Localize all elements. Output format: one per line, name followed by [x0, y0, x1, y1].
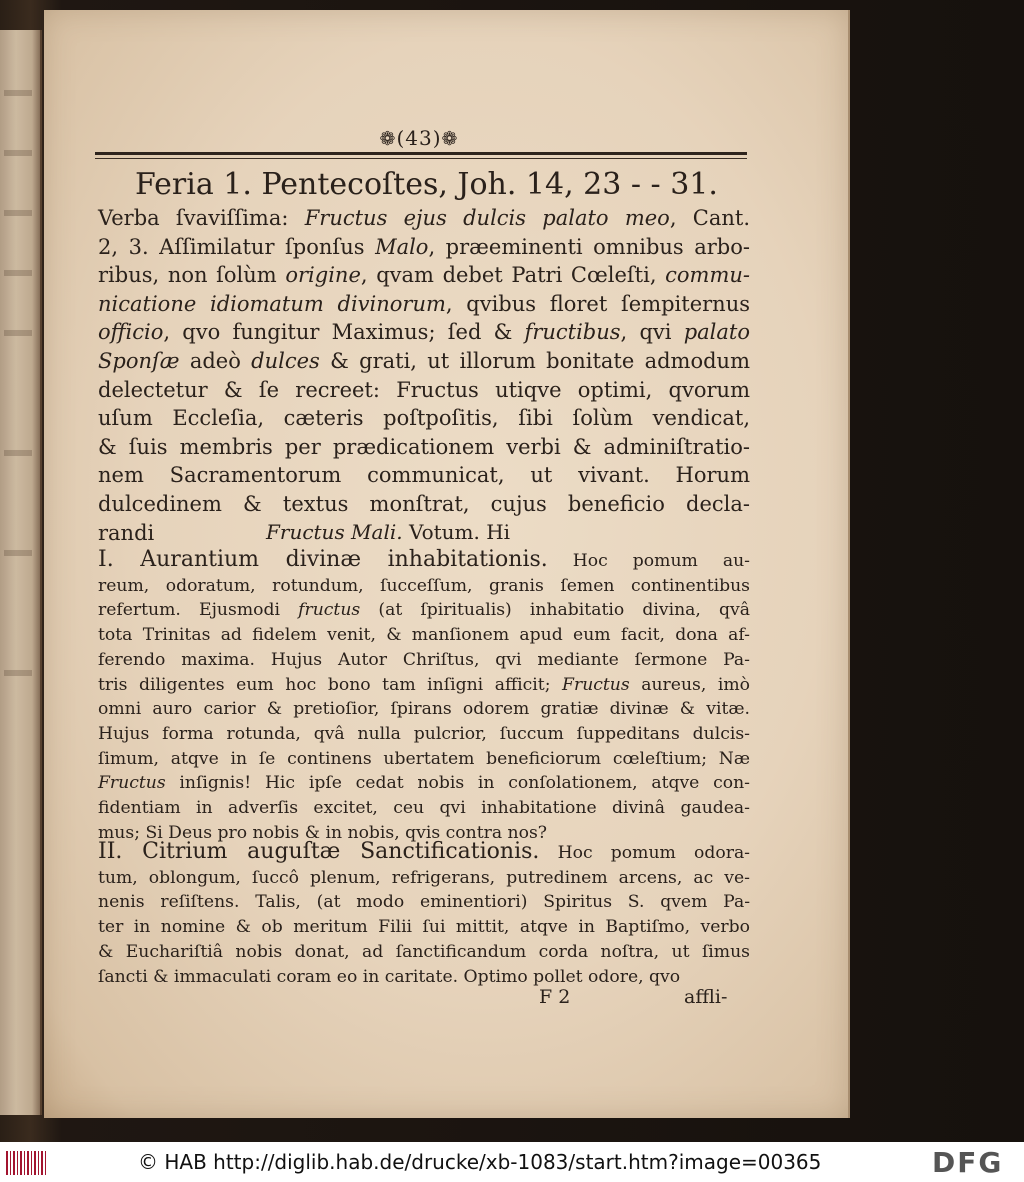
text-segment: 2, 3. Aſſimilatur ſponſus: [98, 234, 376, 259]
signature-mark: F 2: [539, 986, 571, 1008]
text-segment: ter in nomine & ob meritum Filii ſui mittit, atqve in Baptiſmo, verbo: [98, 917, 750, 938]
text-line: [98, 574, 750, 599]
text-line: [98, 290, 750, 319]
text-segment: Hoc pomum odora-: [539, 843, 750, 863]
text-segment: omni auro carior & pretioſior, ſpirans odorem gratiæ divinæ & vitæ.: [98, 699, 750, 720]
text-segment: refertum. Ejusmodi: [98, 600, 299, 621]
text-segment: fidentiam in adverſis excitet, ceu qvi inhabitatione divinâ gaudea-: [98, 798, 750, 819]
subheading-italic: Fructus Mali.: [266, 520, 403, 544]
text-segment: & ſuis membris per prædicationem verbi & adminiſtratio-: [98, 434, 750, 459]
text-line: [98, 796, 750, 821]
page-number: [344, 126, 494, 150]
text-segment: inſignis! Hic ipſe cedat nobis in conſolationem, atqve con-: [165, 773, 750, 794]
text-segment: ſimum, atqve in ſe continens ubertatem beneficiorum cœleſtium; Næ: [98, 748, 750, 769]
text-line: [98, 648, 750, 673]
barcode-icon: [6, 1151, 48, 1175]
text-segment: , qvibus floret ſempiternus: [445, 291, 750, 316]
text-segment: , qvi: [620, 320, 684, 345]
text-segment: uſum Eccleſia, cæteris poſtpoſitis, ſibi ſolùm vendicat,: [98, 406, 750, 431]
ornament-right-icon: ❁: [441, 128, 459, 150]
text-line: [98, 204, 750, 233]
text-segment: reum, odoratum, rotundum, ſucceſſum, granis ſemen continentibus: [98, 575, 750, 596]
text-line: [98, 433, 750, 462]
text-line: [98, 747, 750, 772]
text-segment: , Cant.: [669, 206, 750, 230]
text-line: [98, 965, 750, 990]
section-1-paragraph: [98, 548, 750, 845]
text-segment: commu-: [665, 263, 750, 288]
text-segment: ribus, non ſolùm: [98, 263, 286, 288]
text-segment: nem Sacramentorum communicat, ut vivant. Horum: [98, 463, 750, 488]
text-segment: mus; Si Deus pro nobis & in nobis, qvis contra nos?: [98, 822, 547, 843]
page-heading: Feria 1. Pentecoſtes, Joh. 14, 23 - - 31.: [135, 167, 718, 202]
text-segment: Hujus forma rotunda, qvâ nulla pulcrior, ſuccum ſuppeditans dulcis-: [98, 723, 750, 744]
header-rule: [95, 152, 747, 155]
text-segment: palato: [683, 320, 750, 345]
text-segment: Malo: [375, 234, 429, 259]
text-line: [98, 598, 750, 623]
text-segment: & Euchariſtiâ nobis donat, ad ſanctificandum corda noſtra, ut ſimus: [98, 941, 750, 962]
page-number-text: (43): [396, 126, 442, 150]
copyright-link[interactable]: © HAB http://diglib.hab.de/drucke/xb-1083/start.htm?image=00365: [138, 1150, 822, 1174]
text-line: [98, 915, 750, 940]
text-segment: randi: [98, 520, 155, 545]
text-segment: (at ſpiritualis) inhabitatio divina, qvâ: [360, 600, 750, 621]
text-line: [98, 623, 750, 648]
text-segment: , qvo fungitur Maximus; ſed &: [163, 320, 525, 345]
text-segment: fructus: [298, 600, 361, 621]
subheading: [266, 518, 566, 546]
text-line: [98, 722, 750, 747]
text-line: [98, 548, 750, 574]
text-line: [98, 490, 750, 519]
text-line: [98, 347, 750, 376]
text-segment: nenis reſiſtens. Talis, (at modo eminentiori) Spiritus S. qvem Pa-: [98, 892, 750, 913]
subheading-rest: Votum. Hi: [402, 520, 511, 544]
text-segment: tota Trinitas ad fidelem venit, & manſionem apud eum facit, dona af-: [98, 625, 750, 646]
text-segment: officio: [98, 320, 164, 345]
intro-paragraph: [98, 204, 750, 547]
text-segment: origine: [285, 263, 361, 288]
footer-bar: [0, 1142, 1024, 1182]
text-segment: , præeminenti omnibus arbo-: [428, 234, 750, 259]
text-line: [98, 233, 750, 262]
text-segment: aureus, imò: [629, 674, 750, 695]
text-segment: tum, oblongum, ſuccô plenum, refrigerans, putredinem arcens, ac ve-: [98, 867, 750, 888]
text-line: [98, 261, 750, 290]
header-rule-thin: [95, 158, 747, 159]
text-line: [98, 866, 750, 891]
previous-page-edge: [0, 30, 42, 1115]
text-line: [98, 376, 750, 405]
text-segment: nicatione idiomatum divinorum: [98, 291, 446, 316]
text-segment: ſancti & immaculati coram eo in caritate. Optimo pollet odore, qvo: [98, 966, 681, 987]
text-line: [98, 771, 750, 796]
text-segment: I. Aurantium divinæ inhabitationis.: [98, 547, 548, 572]
text-segment: Verba ſvaviſſima:: [98, 206, 305, 230]
text-line: [98, 890, 750, 915]
ornament-left-icon: ❁: [379, 128, 397, 150]
text-line: [98, 940, 750, 965]
catchword: affli-: [684, 986, 728, 1008]
book-page: [44, 10, 848, 1118]
text-segment: II. Citrium auguſtæ Sanctificationis.: [98, 839, 540, 864]
text-segment: ferendo maxima. Hujus Autor Chriſtus, qvi mediante ſermone Pa-: [98, 649, 750, 670]
text-segment: dulcedinem & textus monſtrat, cujus beneficio decla-: [98, 491, 750, 516]
text-line: [98, 840, 750, 866]
text-segment: delectetur & ſe recreet: Fructus utiqve optimi, qvorum: [98, 377, 750, 402]
text-segment: adeò: [179, 348, 252, 373]
text-line: [98, 461, 750, 490]
section-2-paragraph: [98, 840, 750, 989]
text-segment: dulces: [251, 348, 320, 373]
text-segment: tris diligentes eum hoc bono tam inſigni afficit;: [98, 674, 563, 695]
text-segment: Hoc pomum au-: [547, 551, 750, 571]
text-segment: Fructus: [562, 674, 630, 695]
text-segment: Sponſæ: [98, 348, 180, 373]
text-segment: Fructus ejus dulcis palato meo: [304, 206, 670, 230]
text-line: [98, 318, 750, 347]
text-line: [98, 697, 750, 722]
text-segment: fructibus: [524, 320, 621, 345]
text-line: [98, 673, 750, 698]
text-segment: , qvam debet Patri Cœleſti,: [360, 263, 666, 288]
dfg-logo: DFG: [932, 1146, 1004, 1179]
text-segment: & grati, ut illorum bonitate admodum: [319, 348, 750, 373]
text-line: [98, 404, 750, 433]
text-segment: Fructus: [98, 773, 166, 794]
